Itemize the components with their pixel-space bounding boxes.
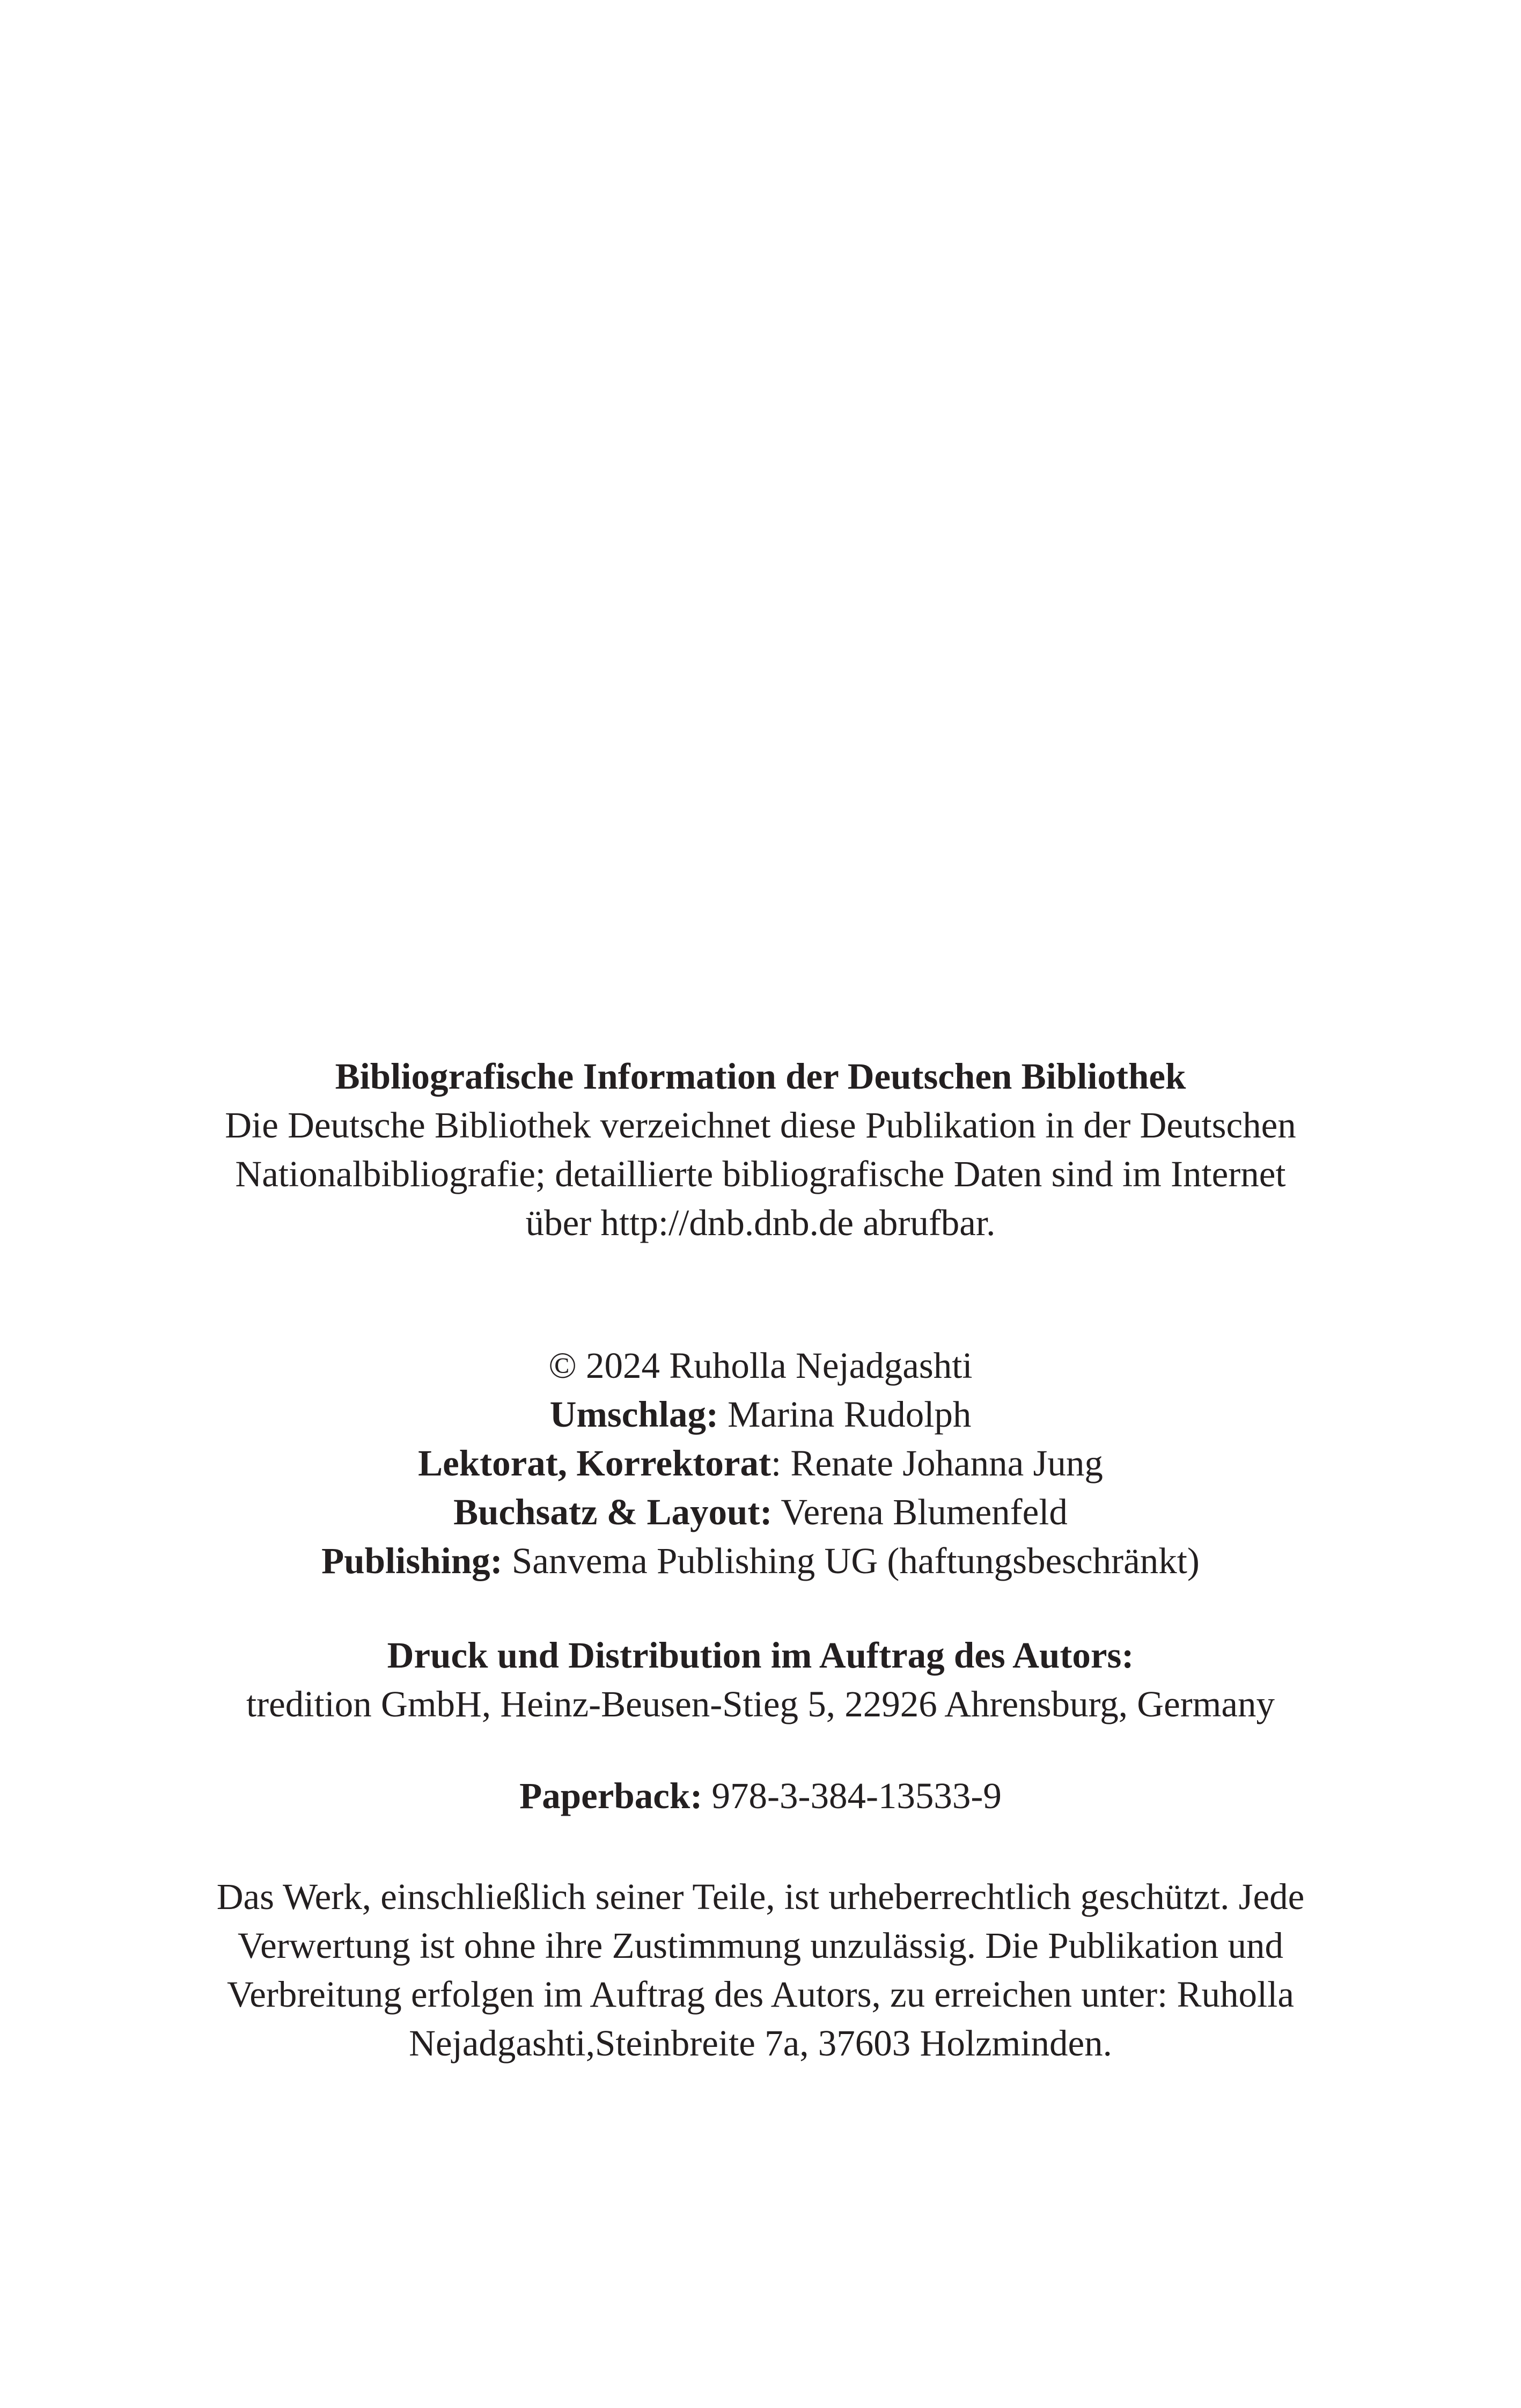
credit-label: Buchsatz & Layout: (453, 1492, 773, 1532)
isbn-label: Paperback: (519, 1775, 703, 1816)
isbn (0, 1772, 1521, 1820)
credit-editing (0, 1439, 1521, 1488)
rights-line: Nejadgashti,Steinbreite 7a, 37603 Holzminden. (409, 2023, 1112, 2064)
printer-address: tredition GmbH, Heinz-Beusen-Stieg 5, 22926 Ahrensburg, Germany (246, 1684, 1275, 1724)
credit-typesetting (0, 1488, 1521, 1537)
credit-publishing (0, 1537, 1521, 1585)
credit-label: Umschlag: (549, 1394, 718, 1435)
credit-label: Lektorat, Korrektorat (418, 1443, 771, 1484)
credits (0, 1341, 1521, 1585)
credit-value: Sanvema Publishing UG (haftungsbeschränkt) (502, 1540, 1200, 1581)
bibliographic-information (0, 1052, 1521, 1247)
printing-distribution (0, 1631, 1521, 1729)
bibliographic-line: über http://dnb.dnb.de abrufbar. (525, 1202, 996, 1243)
credit-value: : Renate Johanna Jung (770, 1443, 1103, 1484)
credit-value: Verena Blumenfeld (772, 1492, 1068, 1532)
copyright-notice: © 2024 Ruholla Nejadgashti (548, 1345, 973, 1386)
credit-value: Marina Rudolph (718, 1394, 972, 1435)
rights-line: Verbreitung erfolgen im Auftrag des Autors, zu erreichen unter: Ruholla (227, 1974, 1294, 2015)
rights-line: Verwertung ist ohne ihre Zustimmung unzulässig. Die Publikation und (237, 1925, 1283, 1966)
rights-line: Das Werk, einschließlich seiner Teile, ist urheberrechtlich geschützt. Jede (216, 1876, 1305, 1917)
credit-label: Publishing: (321, 1540, 503, 1581)
bibliographic-line: Die Deutsche Bibliothek verzeichnet diese Publikation in der Deutschen (225, 1105, 1296, 1146)
isbn-line (0, 1772, 1521, 1820)
rights-notice (0, 1873, 1521, 2068)
bibliographic-line: Nationalbibliografie; detaillierte bibliografische Daten sind im Internet (235, 1154, 1286, 1194)
bibliographic-heading: Bibliografische Information der Deutschen Bibliothek (335, 1056, 1186, 1097)
credit-cover (0, 1390, 1521, 1439)
isbn-value: 978-3-384-13533-9 (702, 1775, 1002, 1816)
printing-heading: Druck und Distribution im Auftrag des Autors: (387, 1635, 1134, 1676)
